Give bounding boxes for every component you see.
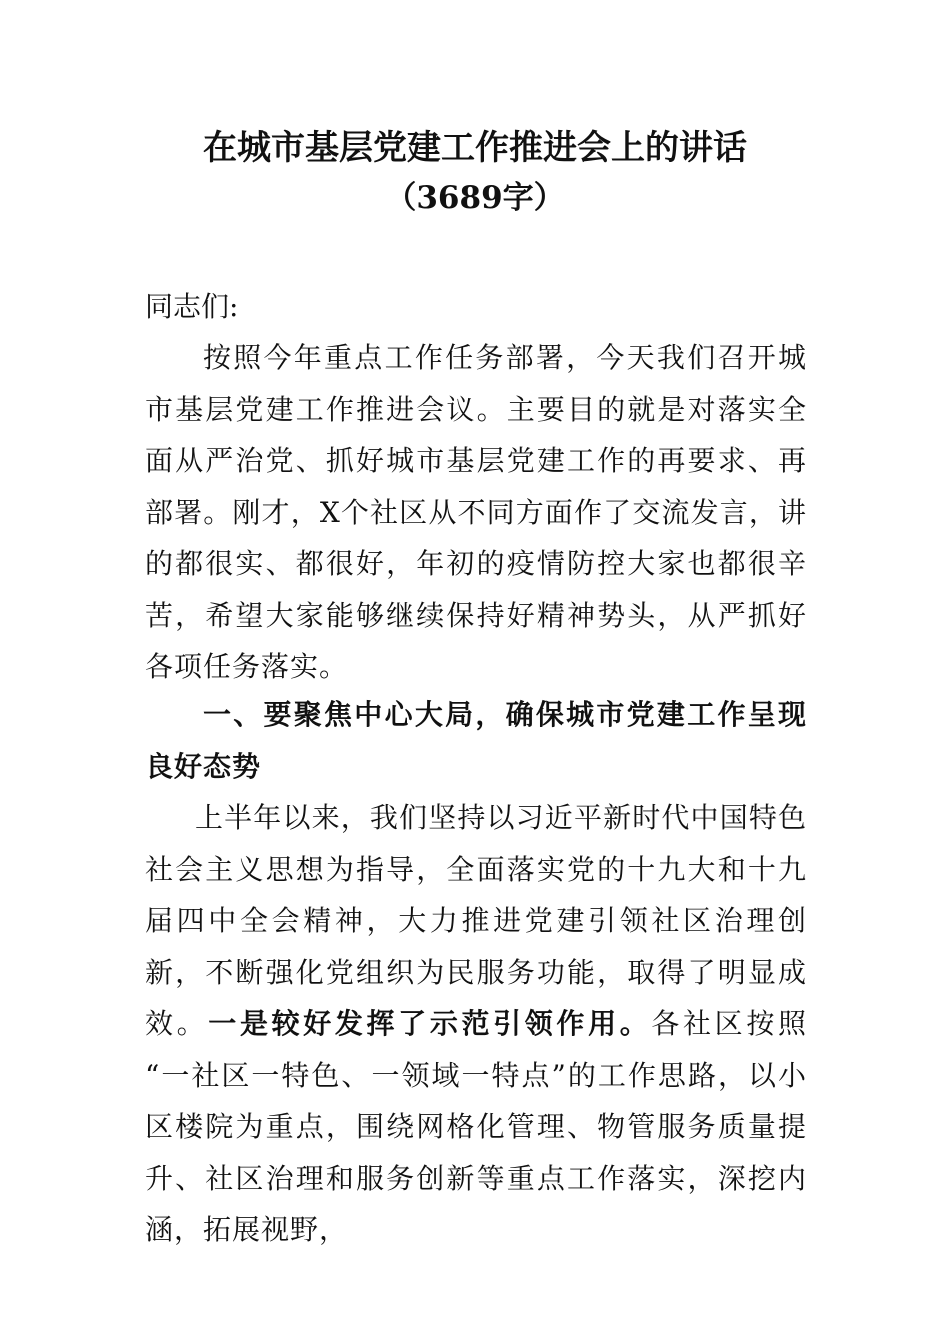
section-heading-1: 一、要聚焦中心大局，确保城市党建工作呈现良好态势 bbox=[145, 698, 807, 783]
document-title: 在城市基层党建工作推进会上的讲话 bbox=[203, 128, 747, 168]
bold-highlight: 一是较好发挥了示范引领作用。 bbox=[208, 1007, 652, 1040]
paragraph-section-1 bbox=[145, 792, 807, 1256]
paragraph-intro: 按照今年重点工作任务部署，今天我们召开城市基层党建工作推进会议。主要目的就是对落实全面从严治党、抓好城市基层党建工作的再要求、再部署。刚才，X个社区从不同方面作了交流发言，讲的都很实、都很好，年初的疫情防控大家也都很辛苦，希望大家能够继续保持好精神势头，从严抓好各项任务落实。 bbox=[145, 341, 807, 683]
paragraph-text: 上半年以来，我们坚持以习近平新时代中国特色社会主义思想为指导，全面落实党的十九大和十九届四中全会精神，大力推进党建引领社区治理创新，不断强化党组织为民服务功能，取得了明显成效。 bbox=[145, 801, 807, 1040]
paragraph-text-continued: 各社区按照 “一社区一特色、一领域一特点”的工作思路，以小区楼院为重点，围绕网格化管理、物管服务质量提升、社区治理和服务创新等重点工作落实，深挖内涵，拓展视野， bbox=[145, 1007, 807, 1246]
salutation: 同志们: bbox=[145, 290, 239, 323]
document-word-count: （3689字） bbox=[385, 180, 565, 216]
